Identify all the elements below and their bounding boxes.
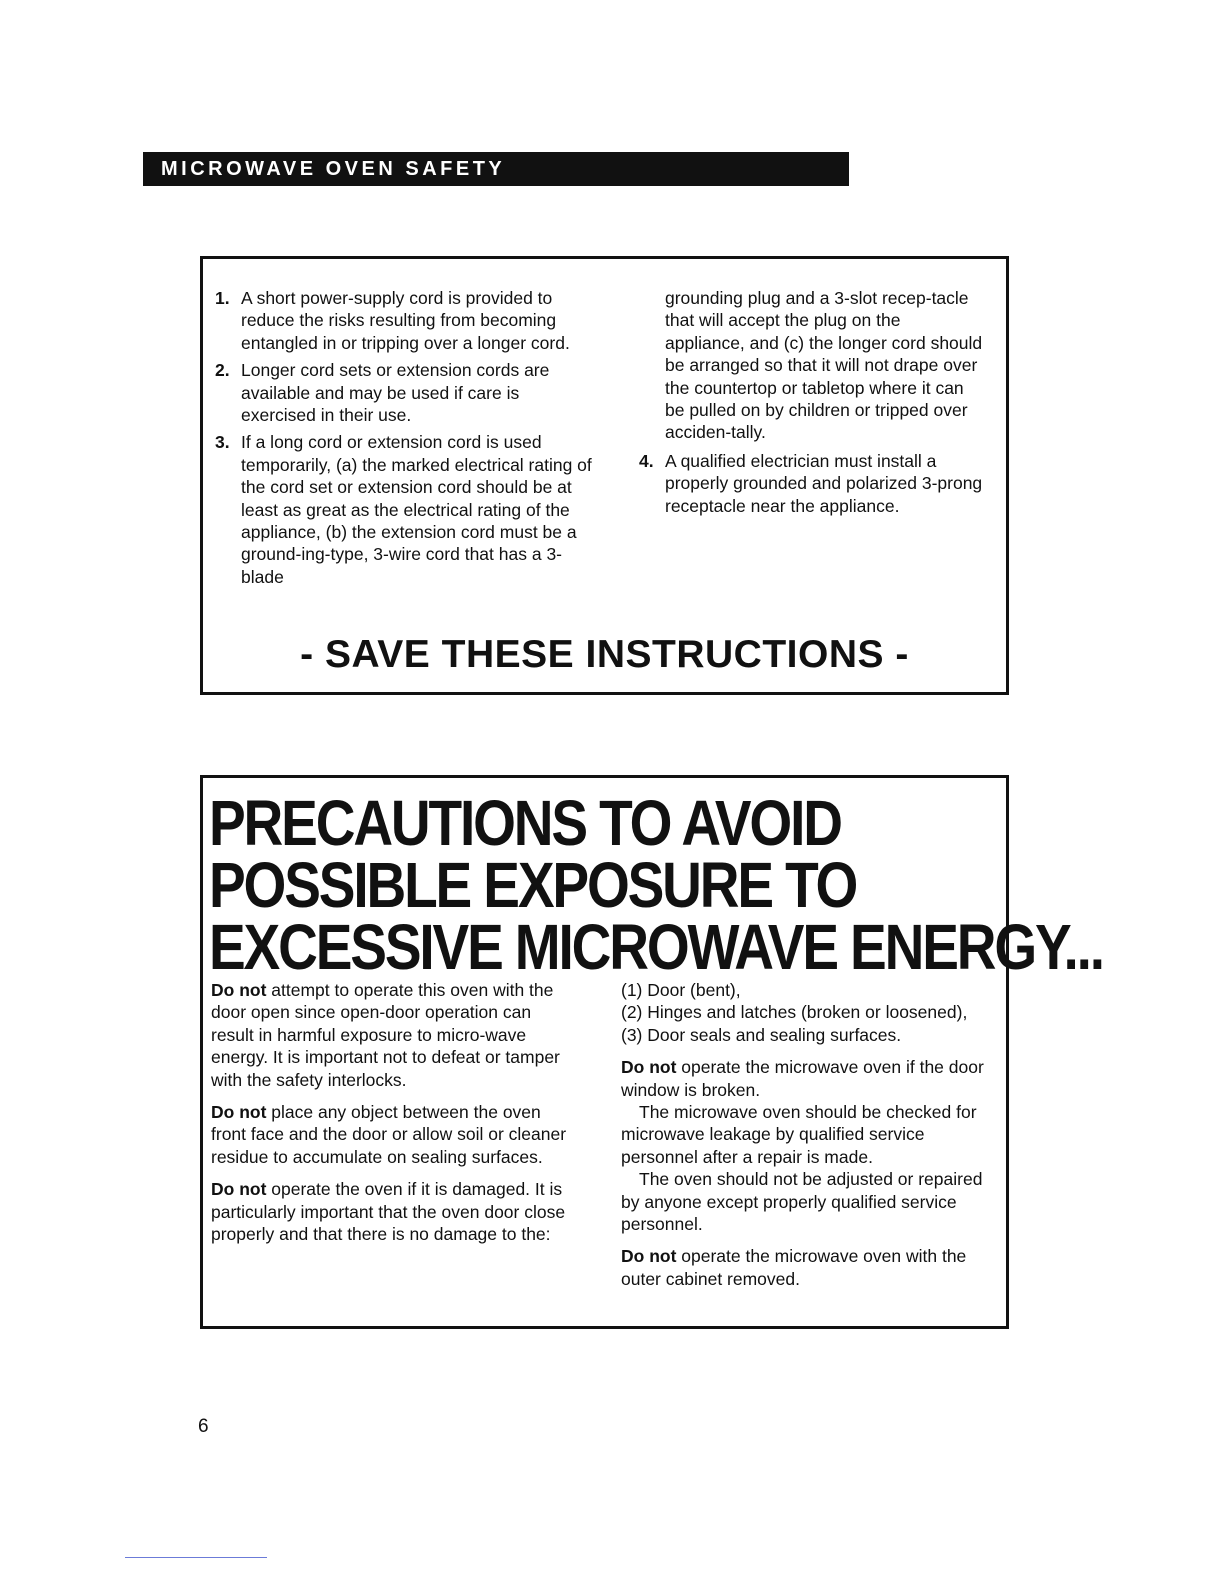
damage-list <box>621 979 993 1046</box>
precaution-object-between: Do not place any object between the oven front face and the door or allow soil or cleaner residue to accumulate on sealing surfaces. <box>211 1102 567 1167</box>
damage-list-item: (1) Door (bent), <box>621 980 741 1000</box>
precautions-left-column <box>211 979 576 1255</box>
precautions-title-line-1: PRECAUTIONS TO AVOID <box>209 787 841 859</box>
cord-item-3-continuation: grounding plug and a 3-slot recep-tacle that will accept the plug on the appliance, and (c) the longer cord should be arranged so that it will not drape over the countertop or tabletop where it can be pulled on by children or tripped over acciden-tally. <box>665 288 983 443</box>
footer-rule <box>125 1557 267 1558</box>
precaution-door-open: Do not attempt to operate this oven with the door open since open-door operation can result in harmful exposure to micro-wave energy. It is important not to defeat or tamper with the safety interlocks. <box>211 980 560 1090</box>
cord-instructions-box <box>200 256 1009 695</box>
cord-instructions-left-column <box>215 287 595 593</box>
precaution-damaged-oven: Do not operate the oven if it is damaged. It is particularly important that the oven door close properly and that there is no damage to the: <box>211 1179 566 1245</box>
cord-item-4: 4. A qualified electrician must install a properly grounded and polarized 3-prong receptacle near the appliance. <box>639 450 983 516</box>
save-instructions-heading: - SAVE THESE INSTRUCTIONS - <box>300 633 909 676</box>
precautions-title-line-2: POSSIBLE EXPOSURE TO <box>209 849 857 921</box>
cord-item-2: 2. Longer cord sets or extension cords are available and may be used if care is exercised in their use. <box>215 360 550 426</box>
precautions-title <box>209 787 1103 983</box>
damage-list-item: (2) Hinges and latches (broken or loosened), <box>621 1002 968 1023</box>
cord-item-3: 3. If a long cord or extension cord is used temporarily, (a) the marked electrical rating of the cord set or extension cord should be at least as great as the electrical rating of the appliance, (b) the extension cord must be a ground-ing-type, 3-wire cord that has a 3-blade <box>215 432 592 587</box>
precaution-outer-cabinet: Do not operate the microwave oven with the outer cabinet removed. <box>621 1246 967 1289</box>
precautions-title-line-3: EXCESSIVE MICROWAVE ENERGY... <box>209 911 1103 983</box>
section-header-bar <box>143 152 849 186</box>
precaution-leakage-check: The microwave oven should be checked for microwave leakage by qualified service personnel after a repair is made. <box>621 1102 977 1167</box>
precautions-box <box>200 775 1103 1329</box>
precautions-right-column <box>621 979 993 1300</box>
damage-list-item: (3) Door seals and sealing surfaces. <box>621 1024 902 1045</box>
precaution-adjustment: The oven should not be adjusted or repaired by anyone except properly qualified service personnel. <box>621 1169 983 1235</box>
section-header-title: MICROWAVE OVEN SAFETY <box>161 158 506 180</box>
cord-instructions-right-column <box>639 287 984 522</box>
cord-item-1: 1. A short power-supply cord is provided to reduce the risks resulting from becoming entangled in or tripping over a longer cord. <box>215 288 570 353</box>
precaution-door-window: Do not operate the microwave oven if the door window is broken. <box>621 1057 984 1100</box>
page-number: 6 <box>198 1416 209 1437</box>
